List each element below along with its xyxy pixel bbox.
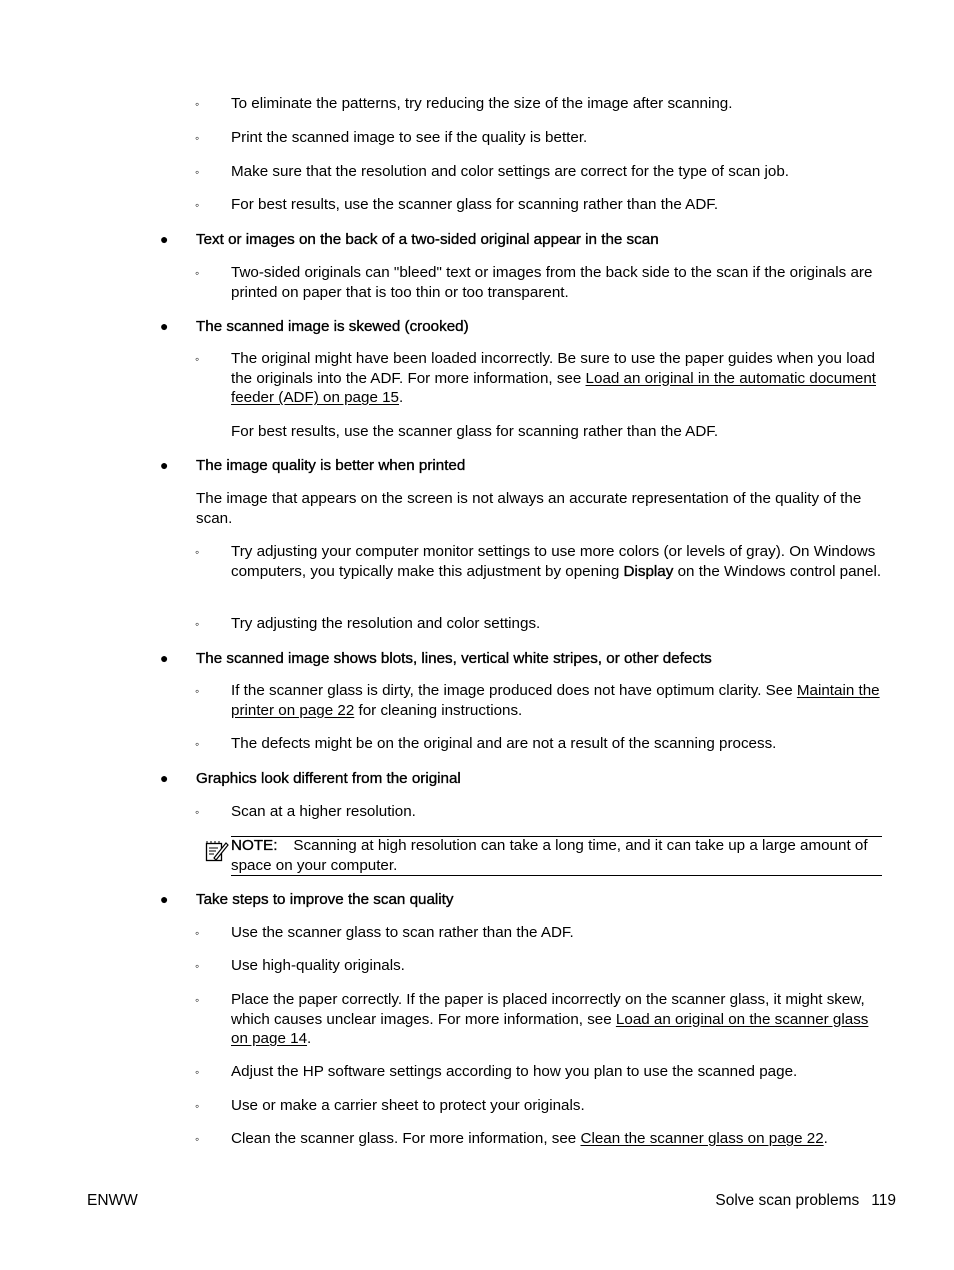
item-text: .: [399, 389, 404, 406]
sub-bullet: ◦: [195, 1099, 200, 1113]
list-item: [231, 1129, 883, 1149]
sub-bullet: ◦: [195, 1132, 200, 1146]
list-item: Try adjusting the resolution and color settings.: [231, 615, 541, 632]
list-item: The defects might be on the original and are not a result of the scanning process.: [231, 735, 777, 752]
list-item: [231, 990, 883, 1049]
link-load-adf[interactable]: Load an original in the automatic document feeder (ADF) on page 15: [231, 369, 876, 406]
list-item: Adjust the HP software settings according to how you plan to use the scanned page.: [231, 1063, 798, 1080]
section-heading-graphics: Graphics look different from the original: [196, 770, 461, 787]
item-text: for cleaning instructions.: [354, 701, 523, 719]
ui-term-display: Display: [623, 562, 674, 580]
list-item: Make sure that the resolution and color settings are correct for the type of scan job.: [231, 163, 790, 180]
note-body: [231, 836, 882, 875]
bullet: ●: [160, 650, 169, 666]
list-item: Use high-quality originals.: [231, 957, 405, 974]
bullet: ●: [160, 231, 169, 247]
list-item: Use the scanner glass to scan rather than the ADF.: [231, 924, 574, 941]
sub-bullet: ◦: [195, 97, 200, 111]
sub-bullet: ◦: [195, 266, 200, 280]
item-text: Try adjusting your computer monitor settings to use more colors (or levels of gray). On Windows computers, you typically make this adjustment by opening: [231, 543, 876, 580]
list-item: Scan at a higher resolution.: [231, 803, 416, 820]
sub-bullet: ◦: [195, 805, 200, 819]
item-text: Clean the scanner glass. For more information, see: [231, 1130, 581, 1147]
item-text: Place the paper correctly. If the paper is placed incorrectly on the scanner glass, it might skew, which causes unclear images. For more information, see: [231, 991, 865, 1028]
sub-bullet: ◦: [195, 545, 200, 559]
link-clean-glass[interactable]: Clean the scanner glass on page 22: [580, 1130, 824, 1147]
list-item: Use or make a carrier sheet to protect your originals.: [231, 1097, 585, 1114]
bullet: ●: [160, 318, 169, 334]
sub-bullet: ◦: [195, 352, 200, 366]
footer-left: ENWW: [87, 1192, 138, 1209]
bullet: ●: [160, 457, 169, 473]
sub-bullet: ◦: [195, 131, 200, 145]
footer-right: [715, 1191, 896, 1211]
footer-section: Solve scan problems: [715, 1192, 860, 1209]
sub-bullet: ◦: [195, 1065, 200, 1079]
section-heading-bleed: Text or images on the back of a two-sided original appear in the scan: [196, 231, 659, 248]
list-item: For best results, use the scanner glass for scanning rather than the ADF.: [231, 196, 719, 213]
list-item: [231, 349, 883, 408]
section-heading-printed: The image quality is better when printed: [196, 457, 466, 474]
bullet: ●: [160, 891, 169, 907]
list-item-continuation: For best results, use the scanner glass for scanning rather than the ADF.: [231, 423, 719, 440]
sub-bullet: ◦: [195, 959, 200, 973]
list-item: Print the scanned image to see if the quality is better.: [231, 129, 588, 146]
sub-bullet: ◦: [195, 165, 200, 179]
list-item: To eliminate the patterns, try reducing the size of the image after scanning.: [231, 95, 733, 112]
section-heading-defects: The scanned image shows blots, lines, vertical white stripes, or other defects: [196, 650, 712, 667]
note-text: Scanning at high resolution can take a long time, and it can take up a large amount of space on your computer.: [231, 837, 868, 874]
link-load-glass[interactable]: Load an original on the scanner glass on page 14: [231, 1010, 869, 1047]
note-label: NOTE:: [231, 837, 278, 854]
link-maintain-printer[interactable]: Maintain the printer on page 22: [231, 682, 880, 719]
item-text: on the Windows control panel.: [673, 562, 882, 580]
sub-bullet: ◦: [195, 617, 200, 631]
item-text: If the scanner glass is dirty, the image produced does not have optimum clarity. See: [231, 682, 797, 699]
item-text: The original might have been loaded incorrectly. Be sure to use the paper guides when you load the originals into the ADF. For more information, see: [231, 350, 875, 387]
sub-bullet: ◦: [195, 684, 200, 698]
section-heading-skew: The scanned image is skewed (crooked): [196, 318, 469, 335]
sub-bullet: ◦: [195, 926, 200, 940]
sub-bullet: ◦: [195, 993, 200, 1007]
item-text: .: [823, 1130, 828, 1147]
note-icon: [205, 839, 229, 863]
list-item: [231, 542, 883, 581]
sub-bullet: ◦: [195, 198, 200, 212]
section-heading-improve: Take steps to improve the scan quality: [196, 891, 454, 908]
item-text: .: [307, 1030, 312, 1047]
bullet: ●: [160, 770, 169, 786]
note-bottom-rule: [231, 875, 882, 876]
page-number: 119: [871, 1192, 896, 1209]
paragraph: The image that appears on the screen is not always an accurate representation of the quality of the scan.: [196, 490, 862, 527]
list-item: Two-sided originals can "bleed" text or images from the back side to the scan if the originals are printed on paper that is too thin or too transparent.: [231, 264, 873, 301]
sub-bullet: ◦: [195, 737, 200, 751]
list-item: [231, 681, 883, 720]
